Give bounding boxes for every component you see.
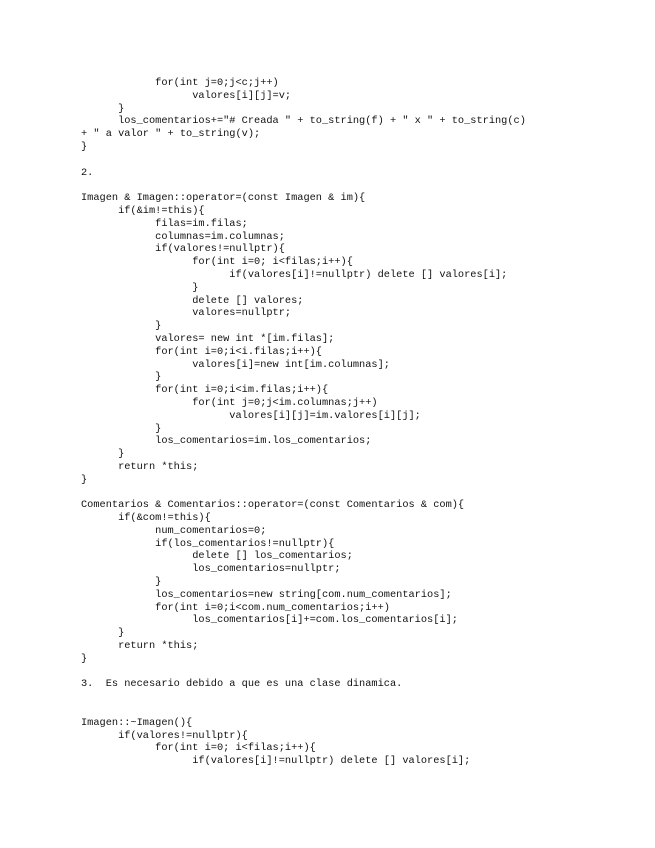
code-line: if(valores[i]!=nullptr) delete [] valores[i]; <box>81 755 471 768</box>
code-line: for(int i=0;i<com.num_comentarios;i++) <box>81 601 390 614</box>
code-line: if(&com!=this){ <box>81 512 211 525</box>
code-line <box>81 704 526 717</box>
code-line <box>81 487 526 500</box>
code-line: los_comentarios=new string[com.num_comentarios]; <box>81 588 452 601</box>
code-line: } <box>81 281 199 294</box>
code-line: los_comentarios=im.los_comentarios; <box>81 435 372 448</box>
code-line: for(int j=0;j<im.columnas;j++) <box>81 396 378 409</box>
code-line: 2. <box>81 166 94 179</box>
code-line: for(int i=0;i<im.filas;i++){ <box>81 384 329 397</box>
code-line: Imagen::~Imagen(){ <box>81 716 193 729</box>
code-line: for(int i=0; i<filas;i++){ <box>81 256 353 269</box>
code-line: if(&im!=this){ <box>81 204 205 217</box>
code-line: valores[i]=new int[im.columnas]; <box>81 358 390 371</box>
code-line: columnas=im.columnas; <box>81 230 285 243</box>
code-line: } <box>81 102 125 115</box>
code-line: } <box>81 652 88 665</box>
code-line: delete [] valores; <box>81 294 304 307</box>
code-line: filas=im.filas; <box>81 217 248 230</box>
code-line: los_comentarios=nullptr; <box>81 563 341 576</box>
code-line: valores[i][j]=im.valores[i][j]; <box>81 409 421 422</box>
code-line: 3. Es necesario debido a que es una clase dinamica. <box>81 678 403 691</box>
code-line: } <box>81 140 88 153</box>
code-line: if(los_comentarios!=nullptr){ <box>81 537 335 550</box>
code-line: valores= new int *[im.filas]; <box>81 332 335 345</box>
code-line: los_comentarios[i]+=com.los_comentarios[i]; <box>81 614 458 627</box>
code-line: } <box>81 576 162 589</box>
code-line: return *this; <box>81 640 199 653</box>
code-line <box>81 154 526 167</box>
code-line: valores=nullptr; <box>81 307 292 320</box>
code-line: for(int i=0; i<filas;i++){ <box>81 742 316 755</box>
code-line: delete [] los_comentarios; <box>81 550 353 563</box>
code-line: } <box>81 320 162 333</box>
code-line: for(int i=0;i<i.filas;i++){ <box>81 345 322 358</box>
code-line: Imagen & Imagen::operator=(const Imagen & im){ <box>81 192 366 205</box>
code-listing <box>81 77 526 768</box>
code-line <box>81 666 526 679</box>
code-line: } <box>81 627 125 640</box>
code-line: } <box>81 371 162 384</box>
code-line: if(valores!=nullptr){ <box>81 729 248 742</box>
code-line: los_comentarios+="# Creada " + to_string(f) + " x " + to_string(c) <box>81 115 526 128</box>
code-line: for(int j=0;j<c;j++) <box>81 77 279 89</box>
code-line: if(valores!=nullptr){ <box>81 243 285 256</box>
code-line: + " a valor " + to_string(v); <box>81 128 261 141</box>
code-line <box>81 179 526 192</box>
code-line: } <box>81 473 88 486</box>
code-line: } <box>81 448 125 461</box>
code-line: return *this; <box>81 460 199 473</box>
code-line: } <box>81 422 162 435</box>
code-line: if(valores[i]!=nullptr) delete [] valores[i]; <box>81 268 508 281</box>
code-line: num_comentarios=0; <box>81 524 267 537</box>
code-line <box>81 691 526 704</box>
code-line: valores[i][j]=v; <box>81 89 292 102</box>
code-line: Comentarios & Comentarios::operator=(const Comentarios & com){ <box>81 499 465 512</box>
